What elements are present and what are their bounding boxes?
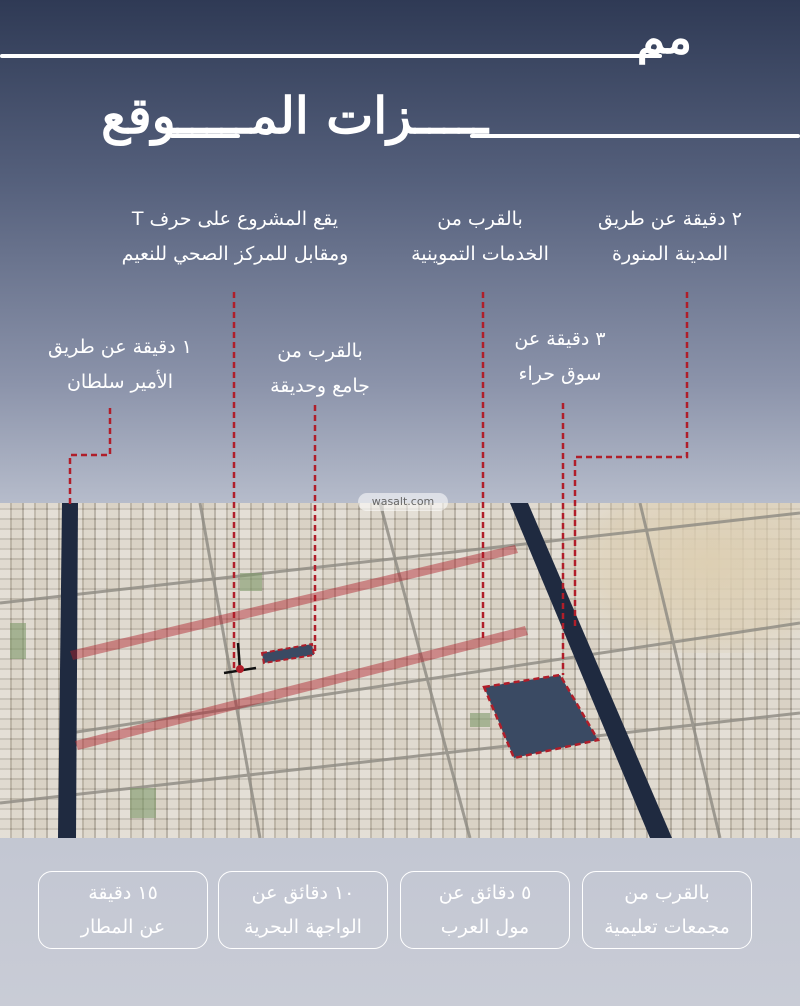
info-box-schools-line2: مجمعات تعليمية bbox=[604, 916, 730, 938]
feature-sultan-road-line1: ١ دقيقة عن طريق bbox=[48, 336, 192, 358]
feature-hira-market bbox=[505, 322, 615, 392]
satellite-map bbox=[0, 503, 800, 838]
info-box-schools bbox=[582, 871, 752, 949]
feature-hira-market-line1: ٣ دقيقة عن bbox=[514, 328, 606, 350]
highway-sultan bbox=[58, 503, 78, 838]
feature-supply-services bbox=[400, 202, 560, 272]
feature-sultan-road bbox=[40, 330, 200, 400]
info-box-airport-line1: ١٥ دقيقة bbox=[88, 882, 158, 904]
info-box-mall-line1: ٥ دقائق عن bbox=[438, 882, 532, 904]
info-box-waterfront-line1: ١٠ دقائق عن bbox=[251, 882, 355, 904]
feature-t-junction-line2: ومقابل للمركز الصحي للنعيم bbox=[121, 243, 349, 265]
info-box-airport-line2: عن المطار bbox=[80, 916, 166, 938]
title-underline-right bbox=[470, 134, 800, 138]
info-box-waterfront-line2: الواجهة البحرية bbox=[244, 916, 362, 938]
feature-mosque-park bbox=[250, 334, 390, 404]
route-line-south bbox=[75, 626, 528, 750]
feature-madinah-road bbox=[595, 202, 745, 272]
info-box-mall bbox=[400, 871, 570, 949]
feature-supply-services-line2: الخدمات التموينية bbox=[411, 243, 549, 265]
feature-mosque-park-line2: جامع وحديقة bbox=[270, 375, 370, 397]
page-title-line2: ـــــزات المـــــوقع bbox=[101, 86, 488, 145]
info-box-mall-line2: مول العرب bbox=[440, 916, 530, 938]
page-title-line1: مم bbox=[636, 10, 692, 64]
info-box-airport bbox=[38, 871, 208, 949]
mosque-park-area bbox=[262, 644, 314, 663]
feature-hira-market-line2: سوق حراء bbox=[518, 363, 602, 385]
feature-sultan-road-line2: الأمير سلطان bbox=[66, 371, 174, 393]
title-underline-top bbox=[0, 54, 662, 58]
route-line-north bbox=[70, 545, 518, 660]
feature-supply-services-line1: بالقرب من bbox=[437, 208, 523, 230]
info-box-schools-line1: بالقرب من bbox=[624, 882, 710, 904]
feature-t-junction bbox=[110, 202, 360, 272]
feature-mosque-park-line1: بالقرب من bbox=[277, 340, 363, 362]
feature-t-junction-line1: يقع المشروع على حرف T bbox=[131, 208, 339, 230]
map-overlay bbox=[0, 503, 800, 838]
feature-madinah-road-line1: ٢ دقيقة عن طريق bbox=[598, 208, 742, 230]
leader-sultan bbox=[70, 408, 110, 505]
highway-madinah bbox=[510, 503, 672, 838]
info-box-waterfront bbox=[218, 871, 388, 949]
project-location-icon bbox=[236, 665, 244, 673]
watermark: wasalt.com bbox=[358, 493, 448, 511]
feature-madinah-road-line2: المدينة المنورة bbox=[611, 243, 728, 265]
